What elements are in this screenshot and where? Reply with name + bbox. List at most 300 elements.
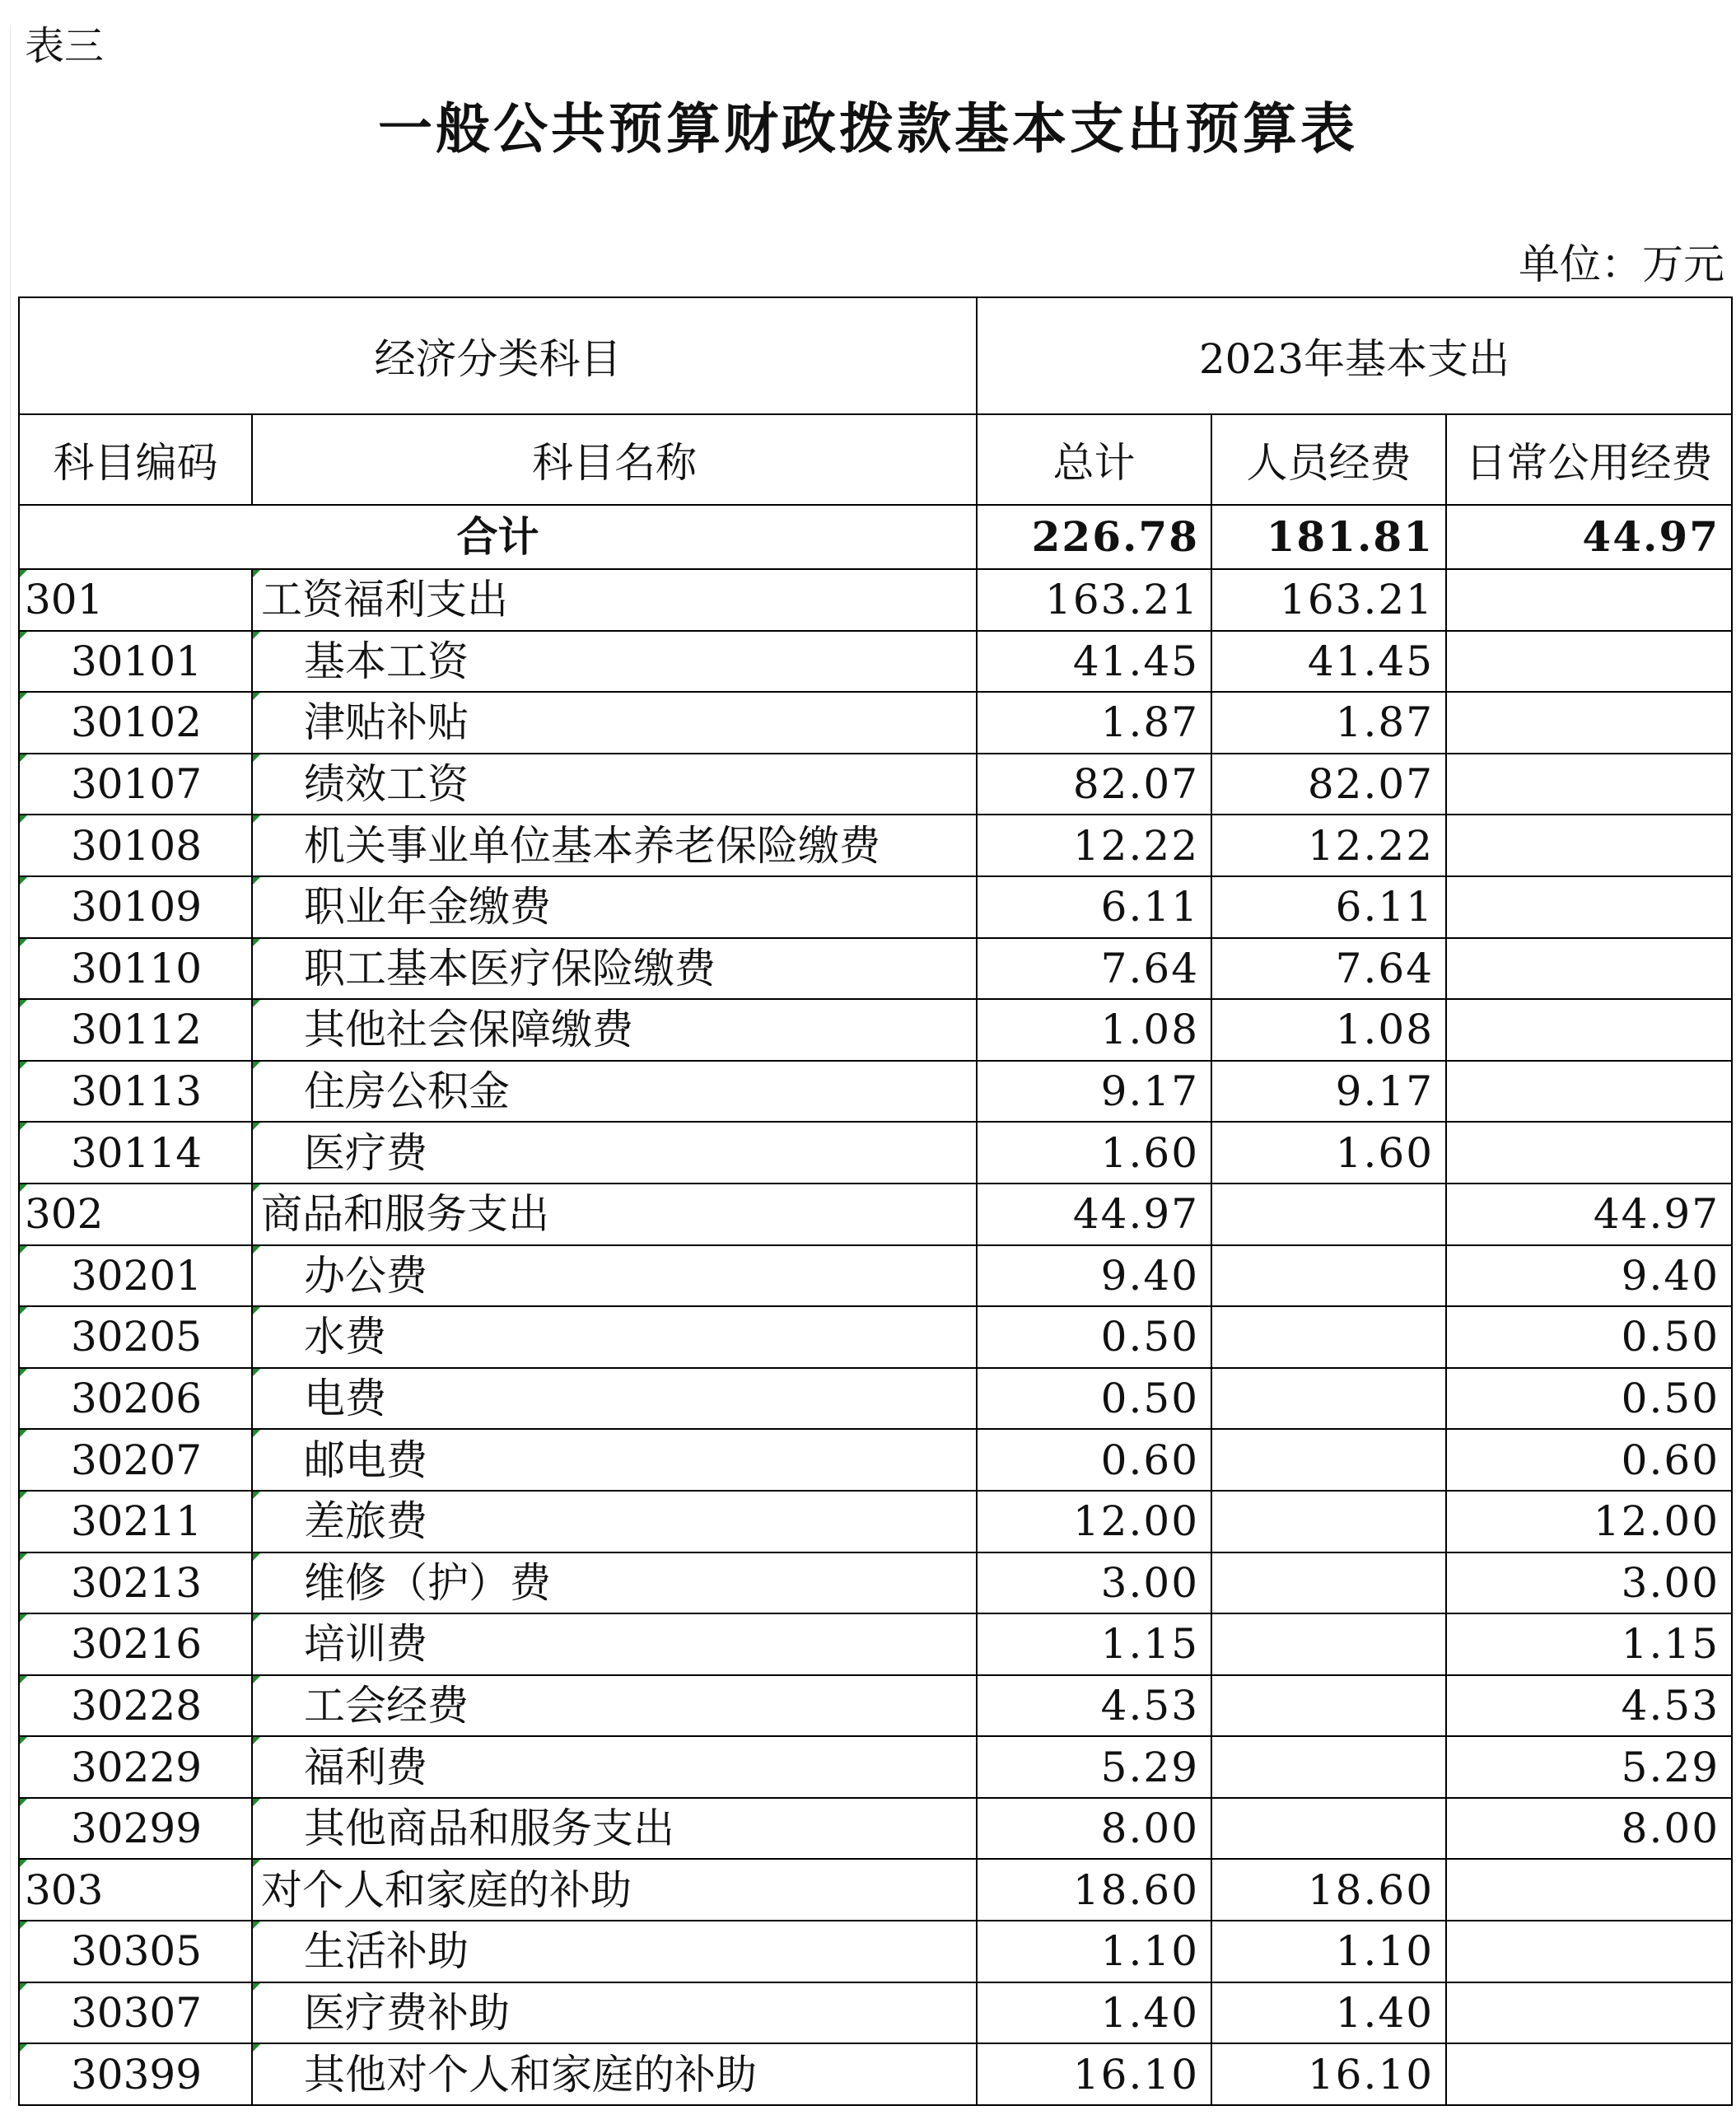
code-cell	[19, 569, 252, 631]
total-cell-text: 1.60	[1100, 1128, 1199, 1177]
personnel-cell-text: 82.07	[1307, 760, 1434, 809]
cell-marker-icon	[253, 1799, 260, 1806]
code-cell	[19, 938, 252, 1000]
total-cell-text: 3.00	[1100, 1558, 1199, 1607]
unit-label: 单位：万元	[1519, 240, 1724, 288]
personnel-cell-text: 18.60	[1307, 1865, 1434, 1914]
personnel-cell	[1211, 754, 1446, 815]
personnel-cell	[1211, 1613, 1446, 1675]
header-name: 科目名称	[252, 414, 977, 505]
name-cell	[252, 1921, 977, 1982]
public-cell-text: 8.00	[1621, 1805, 1720, 1853]
personnel-cell-text: 1.87	[1335, 698, 1434, 747]
personnel-cell	[1211, 938, 1446, 1000]
table-row	[19, 2043, 1732, 2105]
public-cell	[1446, 1061, 1732, 1123]
public-cell	[1446, 1552, 1732, 1614]
personnel-cell	[1211, 1122, 1446, 1184]
name-cell	[252, 815, 977, 876]
header-personnel: 人员经费	[1211, 414, 1446, 505]
cell-marker-icon	[253, 1983, 260, 1991]
cell-marker-icon	[253, 877, 260, 885]
code-cell-text: 30207	[71, 1436, 203, 1484]
name-cell-text: 对个人和家庭的补助	[261, 1865, 632, 1914]
total-cell-text: 16.10	[1072, 2050, 1199, 2099]
personnel-cell	[1211, 999, 1446, 1061]
header-code: 科目编码	[19, 414, 252, 505]
code-cell-text: 30101	[71, 637, 203, 685]
name-cell	[252, 569, 977, 631]
cell-marker-icon	[253, 815, 260, 823]
cell-marker-icon	[253, 939, 260, 946]
total-cell-text: 9.40	[1100, 1251, 1199, 1300]
table-row	[19, 1552, 1732, 1614]
table-row	[19, 938, 1732, 1000]
code-cell-text: 30113	[71, 1067, 203, 1116]
code-cell-text: 30216	[71, 1620, 203, 1669]
budget-table	[18, 296, 1733, 2106]
name-cell-text: 福利费	[304, 1743, 427, 1791]
personnel-cell	[1211, 1675, 1446, 1737]
personnel-cell-text: 41.45	[1307, 637, 1434, 685]
total-cell	[977, 1245, 1211, 1307]
table-row	[19, 815, 1732, 876]
table-row	[19, 1245, 1732, 1307]
personnel-cell	[1211, 692, 1446, 754]
total-cell	[977, 1491, 1211, 1552]
code-cell	[19, 1921, 252, 1982]
code-cell-text: 30228	[71, 1681, 203, 1730]
public-cell-text: 4.53	[1621, 1681, 1720, 1730]
code-cell	[19, 1429, 252, 1491]
name-cell	[252, 876, 977, 938]
cell-marker-icon	[20, 1430, 27, 1437]
name-cell	[252, 1429, 977, 1491]
personnel-cell-text: 9.17	[1335, 1067, 1434, 1116]
public-cell	[1446, 1859, 1732, 1921]
public-cell	[1446, 569, 1732, 631]
public-cell	[1446, 1798, 1732, 1860]
public-cell	[1446, 1184, 1732, 1245]
cell-marker-icon	[20, 1307, 27, 1314]
table-row	[19, 1368, 1732, 1430]
total-cell	[977, 1122, 1211, 1184]
name-cell-text: 生活补助	[304, 1927, 469, 1976]
code-cell-text: 30108	[71, 821, 203, 870]
total-cell-text: 5.29	[1100, 1743, 1199, 1791]
personnel-cell	[1211, 1184, 1446, 1245]
code-cell	[19, 1061, 252, 1123]
code-cell-text: 301	[25, 576, 104, 624]
total-cell	[977, 1552, 1211, 1614]
cell-marker-icon	[20, 877, 27, 885]
code-cell-text: 30399	[71, 2050, 203, 2099]
table-row	[19, 1061, 1732, 1123]
name-cell-text: 其他商品和服务支出	[304, 1805, 674, 1853]
cell-marker-icon	[253, 1123, 260, 1130]
name-cell-text: 医疗费补助	[304, 1988, 510, 2037]
total-cell-text: 82.07	[1072, 760, 1199, 809]
public-cell	[1446, 876, 1732, 938]
total-cell	[977, 1859, 1211, 1921]
personnel-cell	[1211, 631, 1446, 693]
personnel-cell-text: 1.10	[1335, 1927, 1434, 1976]
header-economic-class: 经济分类科目	[19, 297, 977, 414]
cell-marker-icon	[253, 632, 260, 639]
total-cell-text: 1.10	[1100, 1927, 1199, 1976]
public-cell	[1446, 1613, 1732, 1675]
cell-marker-icon	[253, 1430, 260, 1437]
sheet-left-edge	[10, 25, 11, 2100]
code-cell	[19, 1798, 252, 1860]
cell-marker-icon	[20, 632, 27, 639]
table-row	[19, 1122, 1732, 1184]
total-cell-text: 12.00	[1072, 1497, 1199, 1546]
total-cell-text: 0.60	[1100, 1436, 1199, 1484]
code-cell-text: 30107	[71, 760, 203, 809]
cell-marker-icon	[20, 1553, 27, 1561]
name-cell	[252, 1859, 977, 1921]
name-cell	[252, 1122, 977, 1184]
public-cell	[1446, 815, 1732, 876]
table-row	[19, 876, 1732, 938]
personnel-cell	[1211, 815, 1446, 876]
public-cell	[1446, 1491, 1732, 1552]
table-row	[19, 1491, 1732, 1552]
cell-marker-icon	[20, 1246, 27, 1254]
cell-marker-icon	[253, 1062, 260, 1069]
table-row	[19, 1859, 1732, 1921]
cell-marker-icon	[20, 939, 27, 946]
total-personnel: 181.81	[1211, 505, 1446, 569]
personnel-cell	[1211, 569, 1446, 631]
name-cell-text: 医疗费	[304, 1128, 427, 1177]
page-title: 一般公共预算财政拨款基本支出预算表	[378, 97, 1358, 161]
cell-marker-icon	[20, 570, 27, 577]
cell-marker-icon	[253, 1492, 260, 1499]
total-cell-text: 1.40	[1100, 1988, 1199, 2037]
name-cell	[252, 631, 977, 693]
personnel-cell-text: 16.10	[1307, 2050, 1434, 2099]
cell-marker-icon	[253, 1184, 260, 1192]
total-cell	[977, 2043, 1211, 2105]
total-cell	[977, 876, 1211, 938]
total-cell-text: 44.97	[1072, 1190, 1199, 1239]
cell-marker-icon	[20, 1860, 27, 1867]
personnel-cell-text: 12.22	[1307, 821, 1434, 870]
public-cell-text: 3.00	[1621, 1558, 1720, 1607]
code-cell-text: 30305	[71, 1927, 203, 1976]
total-row	[19, 505, 1732, 569]
name-cell	[252, 1306, 977, 1368]
personnel-cell	[1211, 1982, 1446, 2044]
public-cell	[1446, 1122, 1732, 1184]
code-cell	[19, 1184, 252, 1245]
cell-marker-icon	[253, 693, 260, 700]
cell-marker-icon	[20, 1983, 27, 1991]
total-cell-text: 0.50	[1100, 1375, 1199, 1423]
table-row	[19, 1675, 1732, 1737]
name-cell-text: 基本工资	[304, 637, 469, 685]
name-cell-text: 职业年金缴费	[304, 883, 551, 931]
code-cell-text: 30307	[71, 1988, 203, 2037]
personnel-cell	[1211, 1921, 1446, 1982]
total-cell	[977, 1613, 1211, 1675]
name-cell-text: 办公费	[304, 1251, 427, 1300]
code-cell	[19, 1736, 252, 1798]
name-cell-text: 其他对个人和家庭的补助	[304, 2050, 757, 2099]
code-cell	[19, 1122, 252, 1184]
personnel-cell	[1211, 1859, 1446, 1921]
code-cell	[19, 2043, 252, 2105]
code-cell	[19, 754, 252, 815]
cell-marker-icon	[20, 1184, 27, 1192]
total-cell-text: 1.15	[1100, 1620, 1199, 1669]
personnel-cell-text: 1.40	[1335, 1988, 1434, 2037]
total-cell	[977, 1798, 1211, 1860]
personnel-cell	[1211, 2043, 1446, 2105]
cell-marker-icon	[253, 1860, 260, 1867]
public-cell	[1446, 1245, 1732, 1307]
total-cell	[977, 938, 1211, 1000]
code-cell-text: 30114	[71, 1128, 203, 1177]
name-cell-text: 差旅费	[304, 1497, 427, 1546]
public-cell-text: 0.60	[1621, 1436, 1720, 1484]
total-cell	[977, 1982, 1211, 2044]
header-row-columns	[19, 414, 1732, 505]
code-cell	[19, 1982, 252, 2044]
table-row	[19, 631, 1732, 693]
code-cell-text: 30299	[71, 1805, 203, 1853]
name-cell-text: 绩效工资	[304, 760, 469, 809]
name-cell	[252, 1982, 977, 2044]
cell-marker-icon	[253, 1246, 260, 1254]
personnel-cell	[1211, 1306, 1446, 1368]
code-cell-text: 30211	[71, 1497, 203, 1546]
total-cell	[977, 999, 1211, 1061]
header-public: 日常公用经费	[1446, 414, 1732, 505]
public-cell	[1446, 938, 1732, 1000]
table-row	[19, 1429, 1732, 1491]
name-cell-text: 职工基本医疗保险缴费	[304, 944, 716, 992]
code-cell	[19, 876, 252, 938]
total-cell	[977, 1061, 1211, 1123]
name-cell	[252, 1613, 977, 1675]
public-cell	[1446, 1429, 1732, 1491]
personnel-cell	[1211, 1491, 1446, 1552]
table-row	[19, 569, 1732, 631]
personnel-cell	[1211, 1245, 1446, 1307]
total-cell	[977, 1921, 1211, 1982]
name-cell	[252, 1184, 977, 1245]
name-cell	[252, 1798, 977, 1860]
total-cell-text: 18.60	[1072, 1865, 1199, 1914]
table-row	[19, 999, 1732, 1061]
code-cell-text: 303	[25, 1865, 104, 1914]
name-cell	[252, 938, 977, 1000]
cell-marker-icon	[253, 1000, 260, 1007]
header-row-group	[19, 297, 1732, 414]
cell-marker-icon	[253, 754, 260, 762]
cell-marker-icon	[20, 1000, 27, 1007]
total-cell-text: 163.21	[1045, 576, 1199, 624]
code-cell	[19, 1491, 252, 1552]
cell-marker-icon	[20, 1369, 27, 1376]
public-cell	[1446, 1736, 1732, 1798]
cell-marker-icon	[20, 1676, 27, 1683]
code-cell	[19, 631, 252, 693]
cell-marker-icon	[253, 1553, 260, 1561]
personnel-cell-text: 1.60	[1335, 1128, 1434, 1177]
public-cell-text: 1.15	[1621, 1620, 1720, 1669]
public-cell	[1446, 2043, 1732, 2105]
cell-marker-icon	[253, 1307, 260, 1314]
personnel-cell	[1211, 1736, 1446, 1798]
cell-marker-icon	[20, 1492, 27, 1499]
personnel-cell	[1211, 1061, 1446, 1123]
name-cell	[252, 1736, 977, 1798]
name-cell	[252, 754, 977, 815]
total-cell	[977, 1368, 1211, 1430]
name-cell-text: 维修（护）费	[304, 1558, 551, 1607]
total-cell	[977, 1306, 1211, 1368]
code-cell	[19, 692, 252, 754]
code-cell-text: 30229	[71, 1743, 203, 1791]
name-cell-text: 工资福利支出	[261, 576, 508, 624]
total-cell	[977, 692, 1211, 754]
code-cell	[19, 1552, 252, 1614]
header-basic-expenditure: 2023年基本支出	[977, 297, 1732, 414]
name-cell	[252, 1245, 977, 1307]
table-row	[19, 1613, 1732, 1675]
cell-marker-icon	[20, 2044, 27, 2052]
cell-marker-icon	[253, 1614, 260, 1622]
cell-marker-icon	[20, 1737, 27, 1744]
code-cell	[19, 1245, 252, 1307]
table-row	[19, 754, 1732, 815]
public-cell	[1446, 1982, 1732, 2044]
table-number-label: 表三	[25, 23, 105, 69]
name-cell	[252, 1061, 977, 1123]
name-cell-text: 住房公积金	[304, 1067, 510, 1116]
public-cell-text: 44.97	[1593, 1190, 1720, 1239]
total-public: 44.97	[1446, 505, 1732, 569]
cell-marker-icon	[253, 570, 260, 577]
code-cell-text: 30109	[71, 883, 203, 931]
cell-marker-icon	[253, 1676, 260, 1683]
cell-marker-icon	[253, 2044, 260, 2052]
cell-marker-icon	[20, 1614, 27, 1622]
name-cell	[252, 1675, 977, 1737]
public-cell-text: 5.29	[1621, 1743, 1720, 1791]
name-cell	[252, 2043, 977, 2105]
total-cell	[977, 754, 1211, 815]
name-cell	[252, 1552, 977, 1614]
code-cell-text: 30213	[71, 1558, 203, 1607]
cell-marker-icon	[20, 693, 27, 700]
public-cell-text: 0.50	[1621, 1375, 1720, 1423]
code-cell	[19, 1306, 252, 1368]
total-cell-text: 1.87	[1100, 698, 1199, 747]
code-cell	[19, 1613, 252, 1675]
public-cell	[1446, 692, 1732, 754]
cell-marker-icon	[20, 1799, 27, 1806]
personnel-cell	[1211, 876, 1446, 938]
code-cell-text: 30110	[71, 944, 203, 992]
public-cell	[1446, 999, 1732, 1061]
name-cell	[252, 692, 977, 754]
code-cell	[19, 1368, 252, 1430]
personnel-cell	[1211, 1368, 1446, 1430]
name-cell-text: 机关事业单位基本养老保险缴费	[304, 821, 880, 870]
name-cell	[252, 1491, 977, 1552]
name-cell-text: 培训费	[304, 1620, 427, 1669]
public-cell-text: 12.00	[1593, 1497, 1720, 1546]
total-cell-text: 6.11	[1100, 883, 1199, 931]
code-cell-text: 30206	[71, 1375, 203, 1423]
total-cell-text: 7.64	[1100, 944, 1199, 992]
total-cell	[977, 1736, 1211, 1798]
cell-marker-icon	[20, 1062, 27, 1069]
total-cell-text: 0.50	[1100, 1313, 1199, 1361]
name-cell-text: 水费	[304, 1313, 386, 1361]
personnel-cell	[1211, 1429, 1446, 1491]
total-cell	[977, 815, 1211, 876]
code-cell	[19, 1859, 252, 1921]
code-cell-text: 302	[25, 1190, 104, 1239]
name-cell	[252, 1368, 977, 1430]
personnel-cell-text: 7.64	[1335, 944, 1434, 992]
code-cell-text: 30205	[71, 1313, 203, 1361]
name-cell-text: 邮电费	[304, 1436, 427, 1484]
total-label: 合计	[19, 505, 977, 569]
cell-marker-icon	[253, 1921, 260, 1929]
table-row	[19, 1982, 1732, 2044]
code-cell	[19, 1675, 252, 1737]
cell-marker-icon	[253, 1737, 260, 1744]
personnel-cell-text: 1.08	[1335, 1006, 1434, 1054]
total-cell-text: 9.17	[1100, 1067, 1199, 1116]
table-row	[19, 1921, 1732, 1982]
code-cell	[19, 999, 252, 1061]
total-cell	[977, 1675, 1211, 1737]
public-cell	[1446, 1675, 1732, 1737]
header-total: 总计	[977, 414, 1211, 505]
cell-marker-icon	[20, 815, 27, 823]
public-cell	[1446, 1368, 1732, 1430]
name-cell-text: 工会经费	[304, 1681, 469, 1730]
total-cell	[977, 631, 1211, 693]
name-cell-text: 商品和服务支出	[261, 1190, 549, 1239]
public-cell-text: 0.50	[1621, 1313, 1720, 1361]
public-cell	[1446, 754, 1732, 815]
table-row	[19, 1306, 1732, 1368]
total-cell-text: 41.45	[1072, 637, 1199, 685]
table-row	[19, 692, 1732, 754]
code-cell-text: 30102	[71, 698, 203, 747]
total-cell	[977, 1429, 1211, 1491]
table-row	[19, 1184, 1732, 1245]
name-cell-text: 其他社会保障缴费	[304, 1006, 633, 1054]
total-cell-text: 4.53	[1100, 1681, 1199, 1730]
cell-marker-icon	[20, 1921, 27, 1929]
table-row	[19, 1736, 1732, 1798]
public-cell-text: 9.40	[1621, 1251, 1720, 1300]
personnel-cell	[1211, 1798, 1446, 1860]
name-cell-text: 电费	[304, 1375, 386, 1423]
personnel-cell-text: 163.21	[1280, 576, 1434, 624]
total-cell-text: 8.00	[1100, 1805, 1199, 1853]
